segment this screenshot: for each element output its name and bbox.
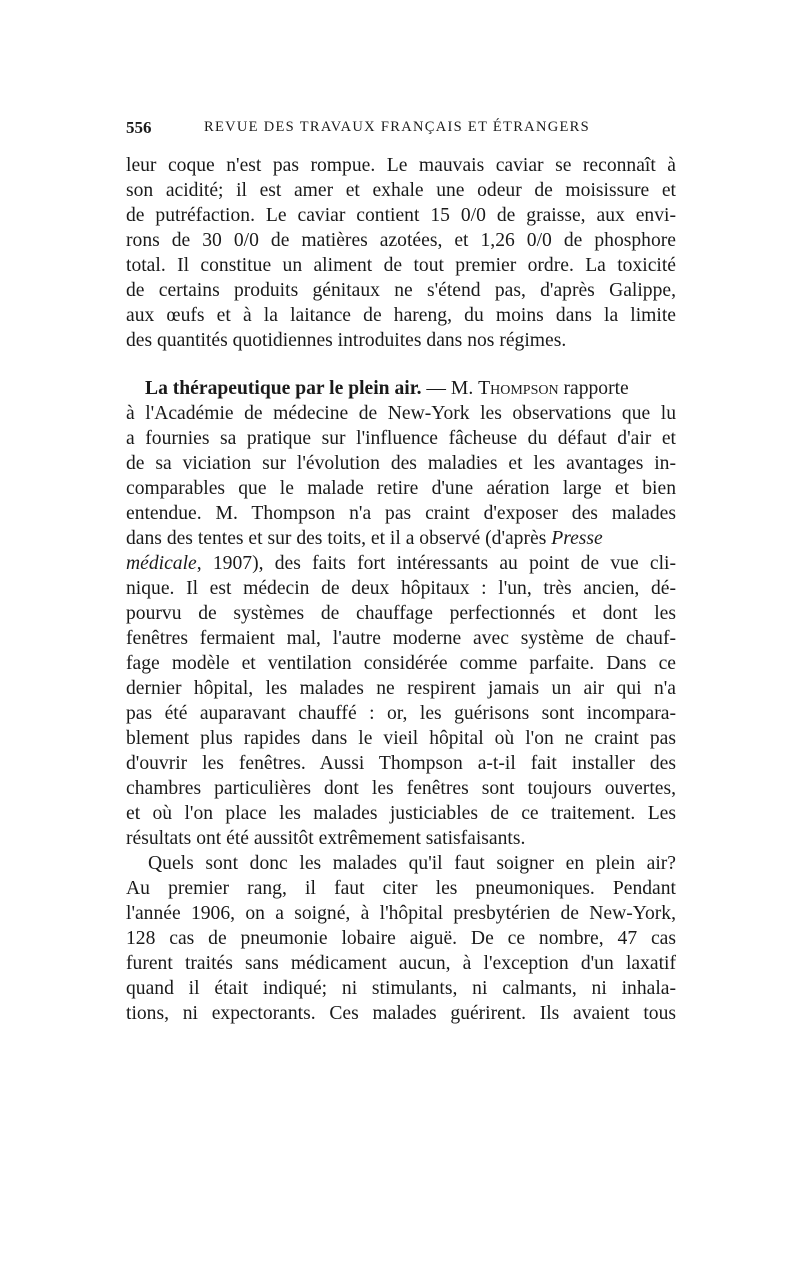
- text-line: à l'Académie de médecine de New-York les observations que lu: [126, 403, 676, 424]
- text-line: tions, ni expectorants. Ces malades guérirent. Ils avaient tous: [126, 1003, 676, 1024]
- text-line: 128 cas de pneumonie lobaire aiguë. De ce nombre, 47 cas: [126, 928, 676, 949]
- section-heading: La thérapeutique par le plein air.: [145, 378, 422, 399]
- text-line-with-citation: [126, 526, 676, 551]
- text-line: comparables que le malade retire d'une aération large et bien: [126, 478, 676, 499]
- page-header: [126, 118, 676, 142]
- text-line: aux œufs et à la laitance de hareng, du moins dans la limite: [126, 305, 676, 326]
- text-line: Au premier rang, il faut citer les pneumoniques. Pendant: [126, 878, 676, 899]
- text-line: rons de 30 0/0 de matières azotées, et 1,26 0/0 de phosphore: [126, 230, 676, 251]
- text-line: blement plus rapides dans le vieil hôpital où l'on ne craint pas: [126, 728, 676, 749]
- text-line: d'ouvrir les fenêtres. Aussi Thompson a-t-il fait installer des: [126, 753, 676, 774]
- text-line: dernier hôpital, les malades ne respirent jamais un air qui n'a: [126, 678, 676, 699]
- text-line: de sa viciation sur l'évolution des maladies et les avantages in-: [126, 453, 676, 474]
- heading-dash: — M.: [421, 378, 479, 399]
- text-line-with-citation: [126, 551, 676, 576]
- citation-medicale: médicale: [126, 553, 197, 574]
- text-line: a fournies sa pratique sur l'influence fâcheuse du défaut d'air et: [126, 428, 676, 449]
- text-line: Quels sont donc les malades qu'il faut soigner en plein air?: [148, 853, 676, 874]
- section-plein-air: [126, 376, 676, 851]
- citation-presse: Presse: [551, 528, 603, 549]
- paragraph-caviar: [126, 153, 676, 353]
- text-line: nique. Il est médecin de deux hôpitaux : l'un, très ancien, dé-: [126, 578, 676, 599]
- section-heading-line: [126, 376, 676, 401]
- text-line: total. Il constitue un aliment de tout premier ordre. La toxicité: [126, 255, 676, 276]
- text-line: résultats ont été aussitôt extrêmement satisfaisants.: [126, 828, 526, 849]
- text-fragment: , 1907), des faits fort intéressants au point de vue cli-: [196, 553, 676, 574]
- text-line: leur coque n'est pas rompue. Le mauvais caviar se reconnaît à: [126, 155, 676, 176]
- text-line: furent traités sans médicament aucun, à l'exception d'un laxatif: [126, 953, 676, 974]
- text-line: de certains produits génitaux ne s'étend pas, d'après Galippe,: [126, 280, 676, 301]
- text-line: l'année 1906, on a soigné, à l'hôpital presbytérien de New-York,: [126, 903, 676, 924]
- text-line: des quantités quotidiennes introduites dans nos régimes.: [126, 330, 567, 351]
- text-line: pas été auparavant chauffé : or, les guérisons sont incompara-: [126, 703, 676, 724]
- heading-rest: rapporte: [558, 378, 629, 399]
- text-line: fenêtres fermaient mal, l'autre moderne avec système de chauf-: [126, 628, 676, 649]
- text-line: pourvu de systèmes de chauffage perfectionnés et dont les: [126, 603, 676, 624]
- text-line: chambres particulières dont les fenêtres sont toujours ouvertes,: [126, 778, 676, 799]
- page-number: 556: [126, 118, 152, 137]
- text-fragment: dans des tentes et sur des toits, et il a observé (d'après: [126, 528, 547, 549]
- text-line: son acidité; il est amer et exhale une odeur de moisissure et: [126, 180, 676, 201]
- paragraph-pneumoniques: [126, 851, 676, 1026]
- running-title: REVUE DES TRAVAUX FRANÇAIS ET ÉTRANGERS: [204, 119, 590, 135]
- text-line: quand il était indiqué; ni stimulants, ni calmants, ni inhala-: [126, 978, 676, 999]
- text-line: et où l'on place les malades justiciables de ce traitement. Les: [126, 803, 676, 824]
- text-line: entendue. M. Thompson n'a pas craint d'exposer des malades: [126, 503, 676, 524]
- body-text: [126, 153, 676, 1026]
- text-line: de putréfaction. Le caviar contient 15 0/0 de graisse, aux envi-: [126, 205, 676, 226]
- author-name: Thompson: [478, 378, 559, 399]
- text-line: fage modèle et ventilation considérée comme parfaite. Dans ce: [126, 653, 676, 674]
